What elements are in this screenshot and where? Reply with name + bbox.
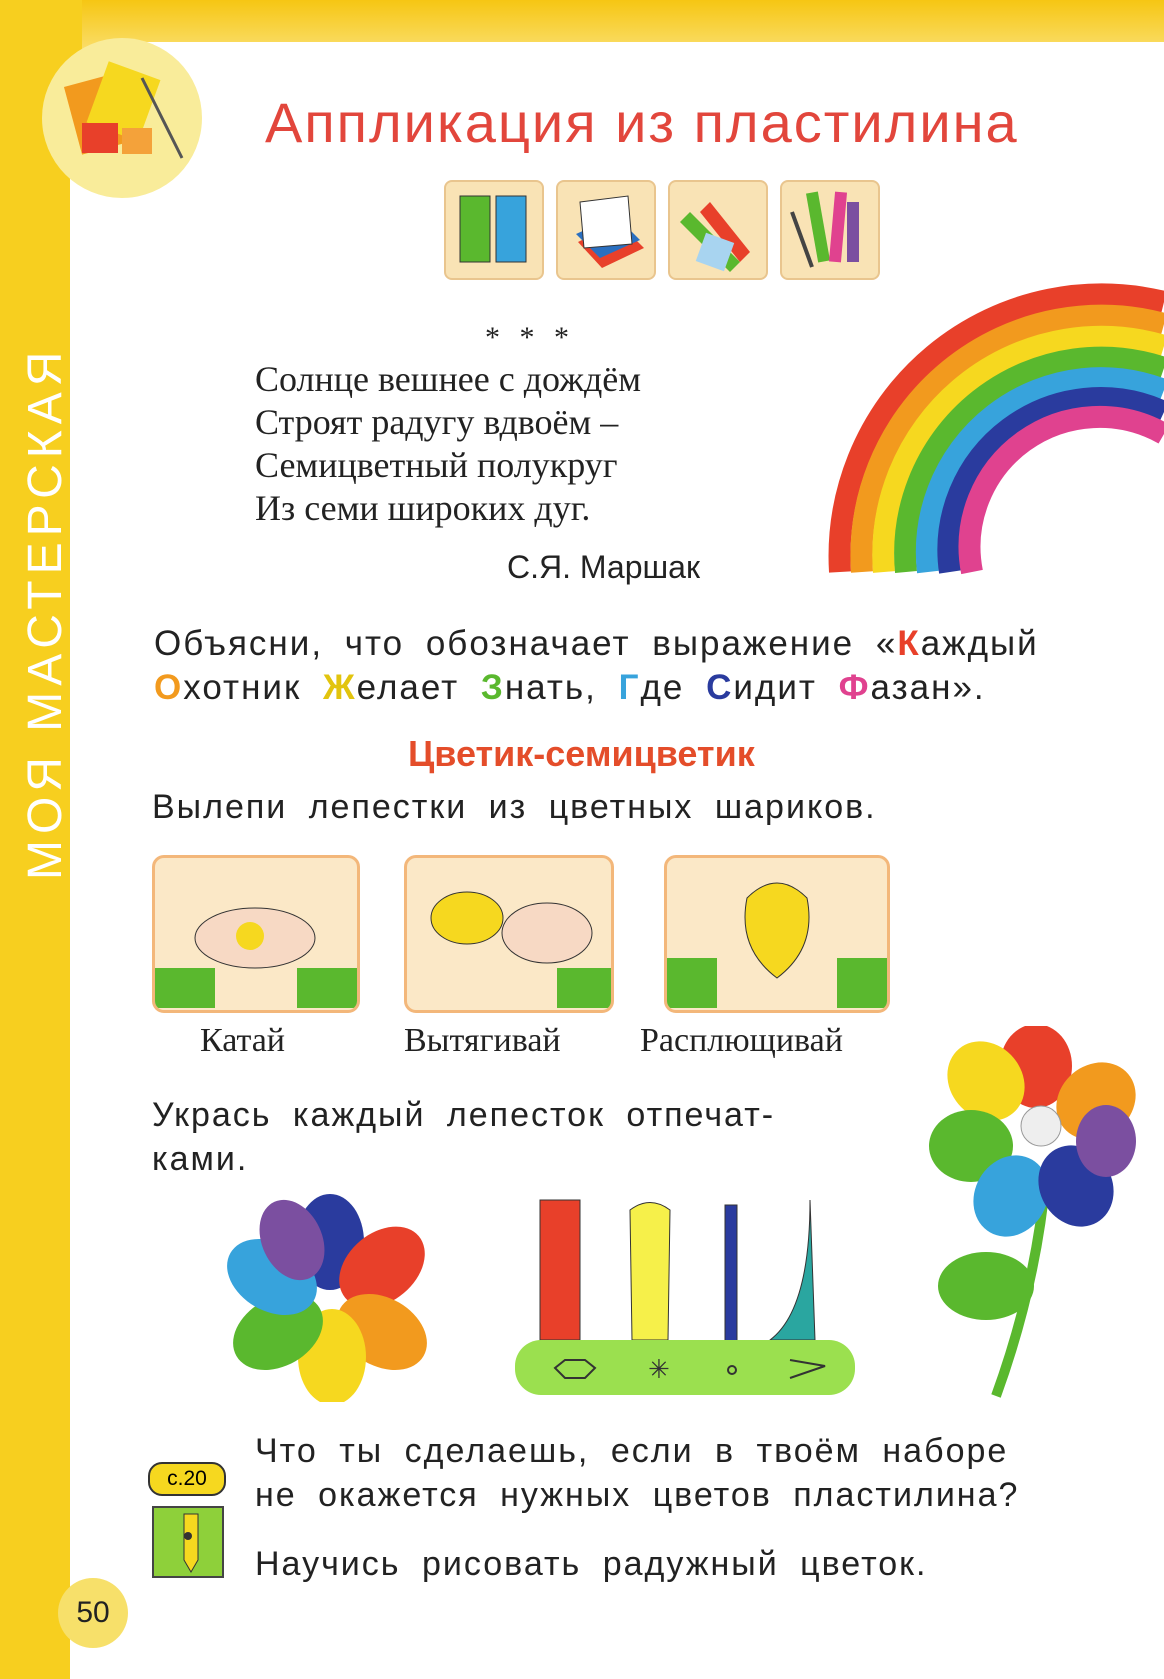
pencil-icon — [152, 1506, 224, 1578]
step-caption: Вытягивай — [404, 1022, 561, 1059]
mnemonic-letter: Ф — [838, 668, 871, 707]
step-flatten-image — [664, 855, 890, 1013]
pencils-icon — [668, 180, 768, 280]
mnemonic-letter: Ж — [323, 668, 357, 707]
step-caption: Катай — [200, 1022, 285, 1059]
step-caption: Расплющивай — [640, 1022, 843, 1059]
rainbow-illustration — [812, 262, 1164, 592]
instruction-sculpt: Вылепи лепестки из цветных шариков. — [152, 788, 877, 826]
question-colors: Что ты сделаешь, если в твоём наборе — [255, 1432, 1009, 1470]
instruction-decorate: Укрась каждый лепесток отпечат- — [152, 1096, 776, 1134]
rainbow-flower-illustration — [926, 1026, 1140, 1406]
question-suffix: ». — [952, 668, 986, 707]
mnemonic-rest: хотник — [183, 668, 302, 707]
section-label: МОЯ МАСТЕРСКАЯ — [19, 345, 72, 880]
mnemonic-rest: азан — [870, 668, 953, 707]
plasticine-icon — [444, 180, 544, 280]
question-expression — [154, 622, 1124, 710]
mnemonic-letter: О — [154, 668, 184, 707]
mnemonic-rest: идит — [733, 668, 817, 707]
instruction-decorate-cont: ками. — [152, 1140, 249, 1178]
poem-stars: * * * — [485, 321, 575, 354]
page-ref-badge: с.20 — [148, 1462, 226, 1496]
poem-line: Семицветный полукруг — [255, 445, 618, 485]
poem-line: Из семи широких дуг. — [255, 488, 591, 528]
svg-text:✳: ✳ — [648, 1355, 670, 1385]
section-subtitle: Цветик-семицветик — [408, 733, 755, 774]
mnemonic-rest: елает — [356, 668, 460, 707]
poem-author: С.Я. Маршак — [507, 549, 700, 585]
petal-flower-illustration — [222, 1192, 438, 1402]
step-roll-image — [152, 855, 360, 1013]
question-prefix: Объясни, что обозначает выражение « — [154, 624, 898, 663]
mnemonic-letter: З — [480, 668, 505, 707]
poem-line: Строят радугу вдвоём – — [255, 402, 619, 442]
poem — [255, 318, 700, 585]
question-colors-cont: не окажется нужных цветов пластилина? — [255, 1476, 1020, 1514]
step-stretch-image — [404, 855, 614, 1013]
paper-icon — [556, 180, 656, 280]
mnemonic-letter: С — [706, 668, 734, 707]
mnemonic-rest: нать, — [504, 668, 597, 707]
workshop-logo-icon — [42, 38, 202, 198]
poem-line: Солнце вешнее с дождём — [255, 359, 642, 399]
task-draw-flower: Научись рисовать радужный цветок. — [255, 1545, 928, 1583]
page-title: Аппликация из пластилина — [265, 91, 1019, 154]
mnemonic-rest: де — [640, 668, 685, 707]
mnemonic-rest: аждый — [920, 624, 1039, 663]
stamp-tools-illustration — [510, 1190, 860, 1400]
mnemonic-letter: К — [897, 624, 921, 663]
mnemonic-letter: Г — [618, 668, 641, 707]
page-number: 50 — [58, 1578, 128, 1648]
